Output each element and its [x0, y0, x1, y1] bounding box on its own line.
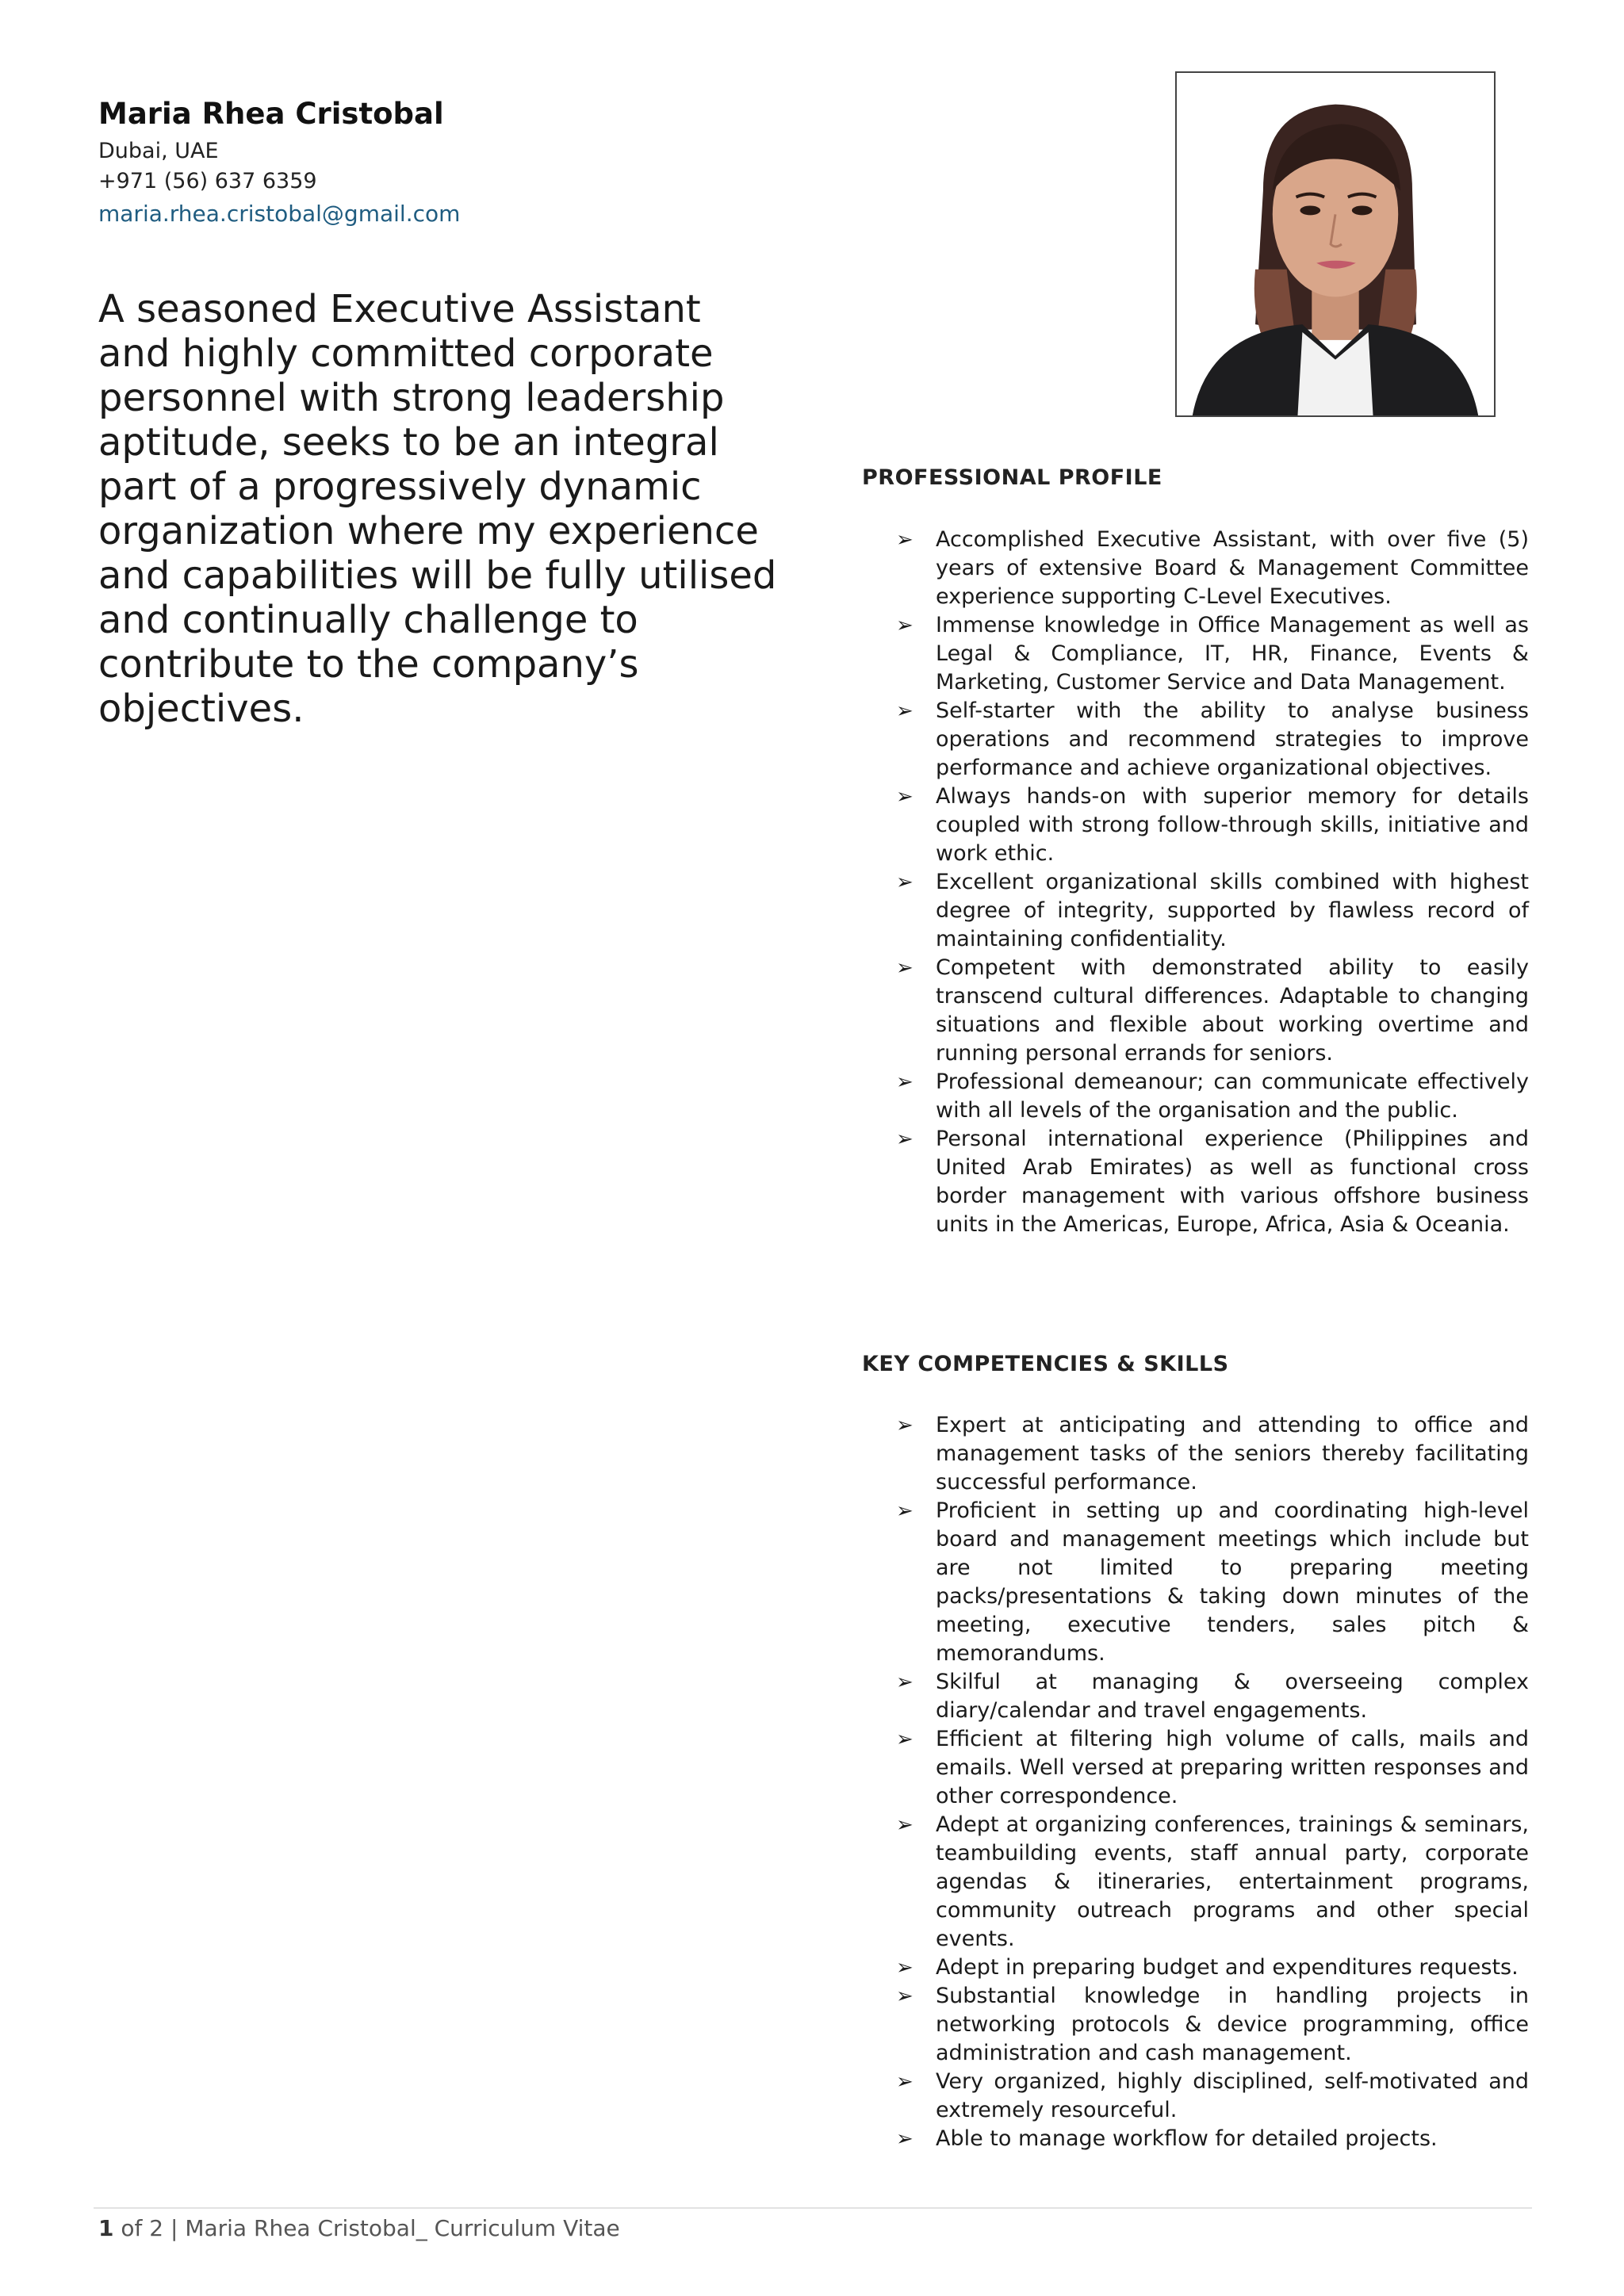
key-competencies-list	[896, 1411, 1529, 2153]
list-item: ➢ Able to manage workflow for detailed projects.	[896, 2125, 1529, 2153]
bullet-icon: ➢	[896, 1956, 914, 1980]
list-item: ➢ Expert at anticipating and attending to office and management tasks of the seniors thereby facilitating successful performance.	[896, 1413, 1529, 1494]
bullet-icon: ➢	[896, 1127, 914, 1151]
location: Dubai, UAE	[98, 139, 219, 163]
bullet-icon: ➢	[896, 1728, 914, 1751]
profile-photo	[1175, 71, 1496, 417]
bullet-icon: ➢	[896, 1813, 914, 1837]
page-number: 1	[98, 2215, 114, 2241]
bullet-icon: ➢	[896, 528, 914, 552]
footer-divider	[94, 2207, 1532, 2209]
bullet-icon: ➢	[896, 1984, 914, 2008]
list-item: ➢ Competent with demonstrated ability to easily transcend cultural differences. Adaptable to changing situations and flexible about working overtime and running personal errands for seniors.	[896, 955, 1529, 1066]
candidate-name: Maria Rhea Cristobal	[98, 97, 444, 131]
bullet-icon: ➢	[896, 614, 914, 637]
bullet-icon: ➢	[896, 2127, 914, 2151]
professional-profile-heading: PROFESSIONAL PROFILE	[862, 465, 1162, 490]
list-item: ➢ Personal international experience (Philippines and United Arab Emirates) as well as functional cross border management with various offshore business units in the Americas, Europe, Africa, Asia & Oceania.	[896, 1127, 1529, 1237]
contact-block	[98, 136, 317, 197]
list-item: ➢ Professional demeanour; can communicate effectively with all levels of the organisation and the public.	[896, 1070, 1529, 1123]
bullet-icon: ➢	[896, 1499, 914, 1523]
list-item: ➢ Proficient in setting up and coordinating high-level board and management meetings which include but are not limited to preparing meeting packs/presentations & taking down minutes of the meeting, executive tenders, sales pitch & memorandums.	[896, 1498, 1529, 1666]
bullet-icon: ➢	[896, 699, 914, 723]
email-link[interactable]: maria.rhea.cristobal@gmail.com	[98, 201, 461, 227]
list-item: ➢ Always hands-on with superior memory for details coupled with strong follow-through skills, initiative and work ethic.	[896, 784, 1529, 866]
bullet-icon: ➢	[896, 785, 914, 809]
list-item: ➢ Skilful at managing & overseeing complex diary/calendar and travel engagements.	[896, 1670, 1529, 1723]
list-item: ➢ Excellent organizational skills combined with highest degree of integrity, supported by flawless record of maintaining confidentiality.	[896, 870, 1529, 951]
bullet-icon: ➢	[896, 1670, 914, 1694]
list-item: ➢ Adept at organizing conferences, trainings & seminars, teambuilding events, staff annual party, corporate agendas & itineraries, entertainment programs, community outreach programs and other special events.	[896, 1812, 1529, 1951]
list-item: ➢ Efficient at filtering high volume of calls, mails and emails. Well versed at preparing written responses and other correspondence.	[896, 1727, 1529, 1808]
list-item: ➢ Substantial knowledge in handling projects in networking protocols & device programming, office administration and cash management.	[896, 1984, 1529, 2065]
key-competencies-heading: KEY COMPETENCIES & SKILLS	[862, 1352, 1229, 1376]
list-item: ➢ Very organized, highly disciplined, self-motivated and extremely resourceful.	[896, 2069, 1529, 2122]
footer-text: of 2 | Maria Rhea Cristobal_ Curriculum Vitae	[113, 2215, 620, 2241]
bullet-icon: ➢	[896, 1414, 914, 1437]
bullet-icon: ➢	[896, 2070, 914, 2094]
bullet-icon: ➢	[896, 1070, 914, 1094]
list-item: ➢ Immense knowledge in Office Management as well as Legal & Compliance, IT, HR, Finance, Events & Marketing, Customer Service and Data Management.	[896, 613, 1529, 695]
bullet-icon: ➢	[896, 871, 914, 894]
page-footer	[98, 2215, 620, 2241]
professional-profile-list	[896, 526, 1529, 1239]
objective-statement: A seasoned Executive Assistant and highly committed corporate personnel with strong leadership aptitude, seeks to be an integral part of a progressively dynamic organization where my experience and capabilities will be fully utilised and continually challenge to contribute to the company’s objectives.	[98, 287, 777, 731]
list-item: ➢ Self-starter with the ability to analyse business operations and recommend strategies to improve performance and achieve organizational objectives.	[896, 698, 1529, 780]
bullet-icon: ➢	[896, 956, 914, 980]
phone: +971 (56) 637 6359	[98, 169, 317, 193]
list-item: ➢ Accomplished Executive Assistant, with over five (5) years of extensive Board & Management Committee experience supporting C-Level Executives.	[896, 527, 1529, 609]
list-item: ➢ Adept in preparing budget and expenditures requests.	[896, 1954, 1529, 1982]
